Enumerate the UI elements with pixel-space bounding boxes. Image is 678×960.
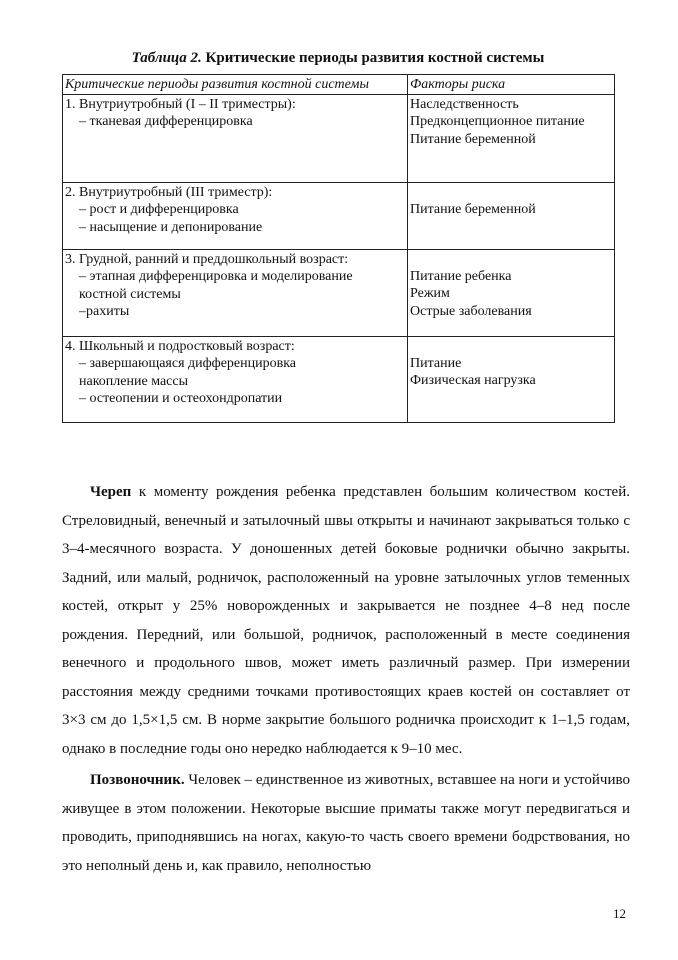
period-cell (63, 94, 408, 182)
period-title: 1. Внутриутробный (I – II триместры): (65, 96, 296, 112)
paragraph-lead: Череп (90, 484, 132, 500)
risk-factor: Режим (410, 286, 450, 301)
paragraph-text: Человек – единственное из животных, вставшее на ноги и устойчиво живущее в этом положении. Некоторые высшие приматы также могут передвигаться и проводить, приподнявшись на ногах, какую-то часть своего времени бодрствования, но это неполный день и, как правило, неполностью (62, 772, 630, 874)
table-caption (62, 50, 614, 67)
factors-cell (408, 336, 615, 422)
critical-periods-table (62, 74, 615, 423)
paragraph-text: к моменту рождения ребенка представлен большим количеством костей. Стреловидный, венечный и затылочный швы открыты и начинают закрываться только с 3–4-месячного возраста. У доношенных детей боковые роднички обычно закрыты. Задний, или малый, родничок, расположенный на уровне затылочных углов теменных костей, открыт у 25% новорожденных и закрывается не позднее 4–8 нед после рождения. Передний, или большой, родничок, расположенный в месте соединения венечного и продольного швов, может иметь различный размер. При измерении расстояния между средними точками противостоящих краев костей он составляет от 3×3 см до 1,5×1,5 см. В норме закрытие большого родничка происходит к 1–1,5 годам, однако в последние годы оно нередко наблюдается к 9–10 мес. (62, 484, 630, 757)
period-detail: костной системы (79, 286, 181, 302)
table-row (63, 94, 615, 182)
risk-factor: Питание беременной (410, 201, 536, 217)
period-title: 3. Грудной, ранний и преддошкольный возраст: (65, 251, 349, 267)
risk-factor: Питание (410, 355, 462, 371)
risk-factor: Предконцепционное питание (410, 114, 585, 129)
risk-factor: Питание беременной (410, 131, 536, 147)
period-title: 2. Внутриутробный (III триместр): (65, 184, 273, 200)
table-header-row (63, 75, 615, 95)
factors-cell (408, 94, 615, 182)
risk-factor: Питание ребенка (410, 268, 512, 284)
period-cell (63, 182, 408, 249)
period-title: 4. Школьный и подростковый возраст: (65, 338, 295, 354)
table-caption-title: Критические периоды развития костной системы (201, 50, 545, 66)
period-detail: –рахиты (79, 304, 130, 319)
paragraph-skull (62, 478, 630, 763)
factors-cell (408, 249, 615, 336)
page-number: 12 (613, 906, 626, 921)
table-row (63, 249, 615, 336)
factors-cell (408, 182, 615, 249)
risk-factor: Острые заболевания (410, 303, 532, 319)
period-detail: накопление массы (79, 373, 188, 389)
period-detail: – насыщение и депонирование (79, 219, 263, 235)
header-risk-factors: Факторы риска (408, 75, 615, 95)
period-cell (63, 336, 408, 422)
table-row (63, 336, 615, 422)
period-detail: – остеопении и остеохондропатии (79, 391, 283, 406)
risk-factor: Наследственность (410, 96, 519, 112)
period-cell (63, 249, 408, 336)
table-row (63, 182, 615, 249)
paragraph-spine (62, 766, 630, 880)
body-text (62, 478, 630, 880)
period-detail: – рост и дифференцировка (79, 202, 239, 217)
period-detail: – этапная дифференцировка и моделирование (79, 269, 353, 284)
header-periods: Критические периоды развития костной системы (63, 75, 408, 95)
table-caption-label: Таблица 2. (131, 50, 202, 66)
risk-factor: Физическая нагрузка (410, 373, 536, 388)
period-detail: – тканевая дифференцировка (79, 114, 253, 129)
period-detail: – завершающаяся дифференцировка (79, 356, 297, 371)
paragraph-lead: Позвоночник. (90, 772, 185, 788)
